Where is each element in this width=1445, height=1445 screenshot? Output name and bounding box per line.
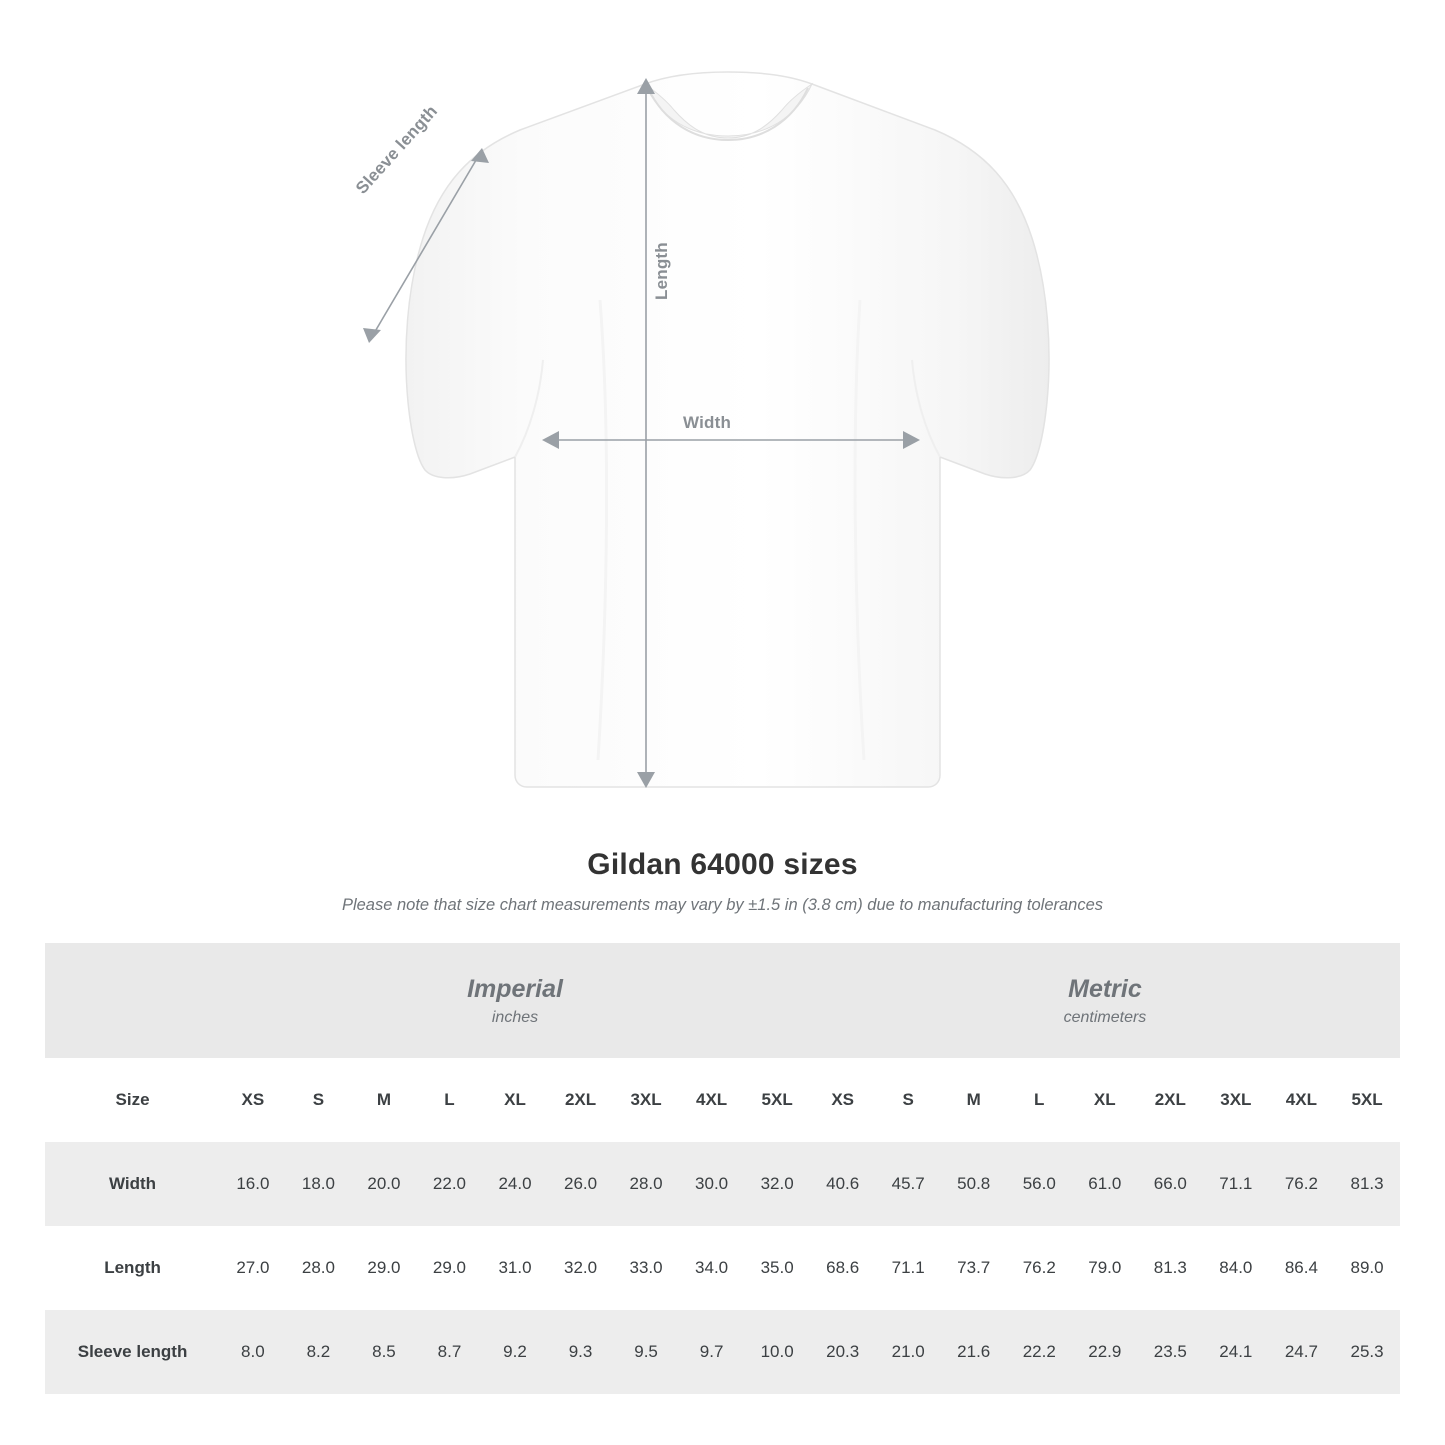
measurement-note: Please note that size chart measurements may vary by ±1.5 in (3.8 cm) due to manufacturing tolerances xyxy=(341,896,1104,914)
table-cell: 81.3 xyxy=(1334,1142,1400,1226)
unit-system-imperial-unit: inches xyxy=(491,1009,539,1027)
table-cell: 28.0 xyxy=(286,1226,352,1310)
unit-system-imperial-name: Imperial xyxy=(467,974,563,1003)
table-cell: 76.2 xyxy=(1006,1226,1072,1310)
size-header-cell: XL xyxy=(1072,1058,1138,1142)
dimension-label-width: Width xyxy=(683,413,732,432)
table-cell: 22.2 xyxy=(1006,1310,1072,1394)
table-cell: 34.0 xyxy=(679,1226,745,1310)
table-cell: 71.1 xyxy=(1203,1142,1269,1226)
row-label-width: Width xyxy=(45,1142,220,1226)
table-cell: 8.5 xyxy=(351,1310,417,1394)
size-header-cell: XS xyxy=(220,1058,286,1142)
table-cell: 50.8 xyxy=(941,1142,1007,1226)
row-label-size: Size xyxy=(45,1058,220,1142)
size-header-cell: XL xyxy=(482,1058,548,1142)
table-cell: 24.7 xyxy=(1269,1310,1335,1394)
table-cell: 9.5 xyxy=(613,1310,679,1394)
size-header-cell: S xyxy=(875,1058,941,1142)
unit-system-metric-unit: centimeters xyxy=(1063,1009,1147,1027)
size-header-cell: 5XL xyxy=(1334,1058,1400,1142)
size-header-cell: M xyxy=(941,1058,1007,1142)
table-cell: 79.0 xyxy=(1072,1226,1138,1310)
table-cell: 9.3 xyxy=(548,1310,614,1394)
size-header-cell: 5XL xyxy=(744,1058,810,1142)
size-header-cell: 4XL xyxy=(679,1058,745,1142)
table-cell: 9.7 xyxy=(679,1310,745,1394)
table-cell: 24.1 xyxy=(1203,1310,1269,1394)
size-header-cell: 4XL xyxy=(1269,1058,1335,1142)
table-row-width xyxy=(45,1142,1400,1226)
table-cell: 20.3 xyxy=(810,1310,876,1394)
table-row-sizes xyxy=(45,1058,1400,1142)
size-header-cell: 2XL xyxy=(548,1058,614,1142)
unit-system-header-row xyxy=(45,943,1400,1058)
size-header-cell: L xyxy=(1006,1058,1072,1142)
title-block xyxy=(0,848,1445,915)
table-cell: 28.0 xyxy=(613,1142,679,1226)
size-header-cell: S xyxy=(286,1058,352,1142)
table-row-length xyxy=(45,1226,1400,1310)
table-cell: 29.0 xyxy=(351,1226,417,1310)
table-cell: 66.0 xyxy=(1138,1142,1204,1226)
table-cell: 71.1 xyxy=(875,1226,941,1310)
table-cell: 22.0 xyxy=(417,1142,483,1226)
table-cell: 31.0 xyxy=(482,1226,548,1310)
size-header-cell: 3XL xyxy=(1203,1058,1269,1142)
table-cell: 30.0 xyxy=(679,1142,745,1226)
row-label-length: Length xyxy=(45,1226,220,1310)
page-title: Gildan 64000 sizes xyxy=(587,848,858,881)
unit-system-imperial xyxy=(220,943,810,1058)
table-cell: 40.6 xyxy=(810,1142,876,1226)
table-cell: 27.0 xyxy=(220,1226,286,1310)
unit-system-spacer xyxy=(45,943,220,1058)
table-cell: 81.3 xyxy=(1138,1226,1204,1310)
table-cell: 73.7 xyxy=(941,1226,1007,1310)
table-cell: 25.3 xyxy=(1334,1310,1400,1394)
table-cell: 29.0 xyxy=(417,1226,483,1310)
table-cell: 35.0 xyxy=(744,1226,810,1310)
size-chart-table xyxy=(45,943,1400,1394)
table-cell: 8.0 xyxy=(220,1310,286,1394)
table-cell: 56.0 xyxy=(1006,1142,1072,1226)
table-cell: 21.6 xyxy=(941,1310,1007,1394)
table-cell: 20.0 xyxy=(351,1142,417,1226)
table-cell: 32.0 xyxy=(744,1142,810,1226)
unit-system-metric-name: Metric xyxy=(1068,974,1142,1003)
size-header-cell: 2XL xyxy=(1138,1058,1204,1142)
table-cell: 10.0 xyxy=(744,1310,810,1394)
size-header-cell: L xyxy=(417,1058,483,1142)
table-cell: 61.0 xyxy=(1072,1142,1138,1226)
table-cell: 16.0 xyxy=(220,1142,286,1226)
table-cell: 84.0 xyxy=(1203,1226,1269,1310)
table-cell: 33.0 xyxy=(613,1226,679,1310)
unit-system-metric xyxy=(810,943,1400,1058)
row-label-sleeve-length: Sleeve length xyxy=(45,1310,220,1394)
table-cell: 23.5 xyxy=(1138,1310,1204,1394)
table-cell: 9.2 xyxy=(482,1310,548,1394)
dimension-label-sleeve: Sleeve length xyxy=(352,101,442,198)
dimension-label-length: Length xyxy=(652,242,671,300)
size-header-cell: 3XL xyxy=(613,1058,679,1142)
table-row-sleeve-length xyxy=(45,1310,1400,1394)
table-cell: 8.7 xyxy=(417,1310,483,1394)
table-cell: 26.0 xyxy=(548,1142,614,1226)
table-cell: 32.0 xyxy=(548,1226,614,1310)
table-cell: 86.4 xyxy=(1269,1226,1335,1310)
table-cell: 76.2 xyxy=(1269,1142,1335,1226)
table-cell: 68.6 xyxy=(810,1226,876,1310)
table-cell: 89.0 xyxy=(1334,1226,1400,1310)
table-cell: 8.2 xyxy=(286,1310,352,1394)
table-cell: 22.9 xyxy=(1072,1310,1138,1394)
table-cell: 24.0 xyxy=(482,1142,548,1226)
size-header-cell: XS xyxy=(810,1058,876,1142)
size-header-cell: M xyxy=(351,1058,417,1142)
table-cell: 18.0 xyxy=(286,1142,352,1226)
table-cell: 45.7 xyxy=(875,1142,941,1226)
table-cell: 21.0 xyxy=(875,1310,941,1394)
size-chart-table-wrap xyxy=(0,943,1445,1394)
